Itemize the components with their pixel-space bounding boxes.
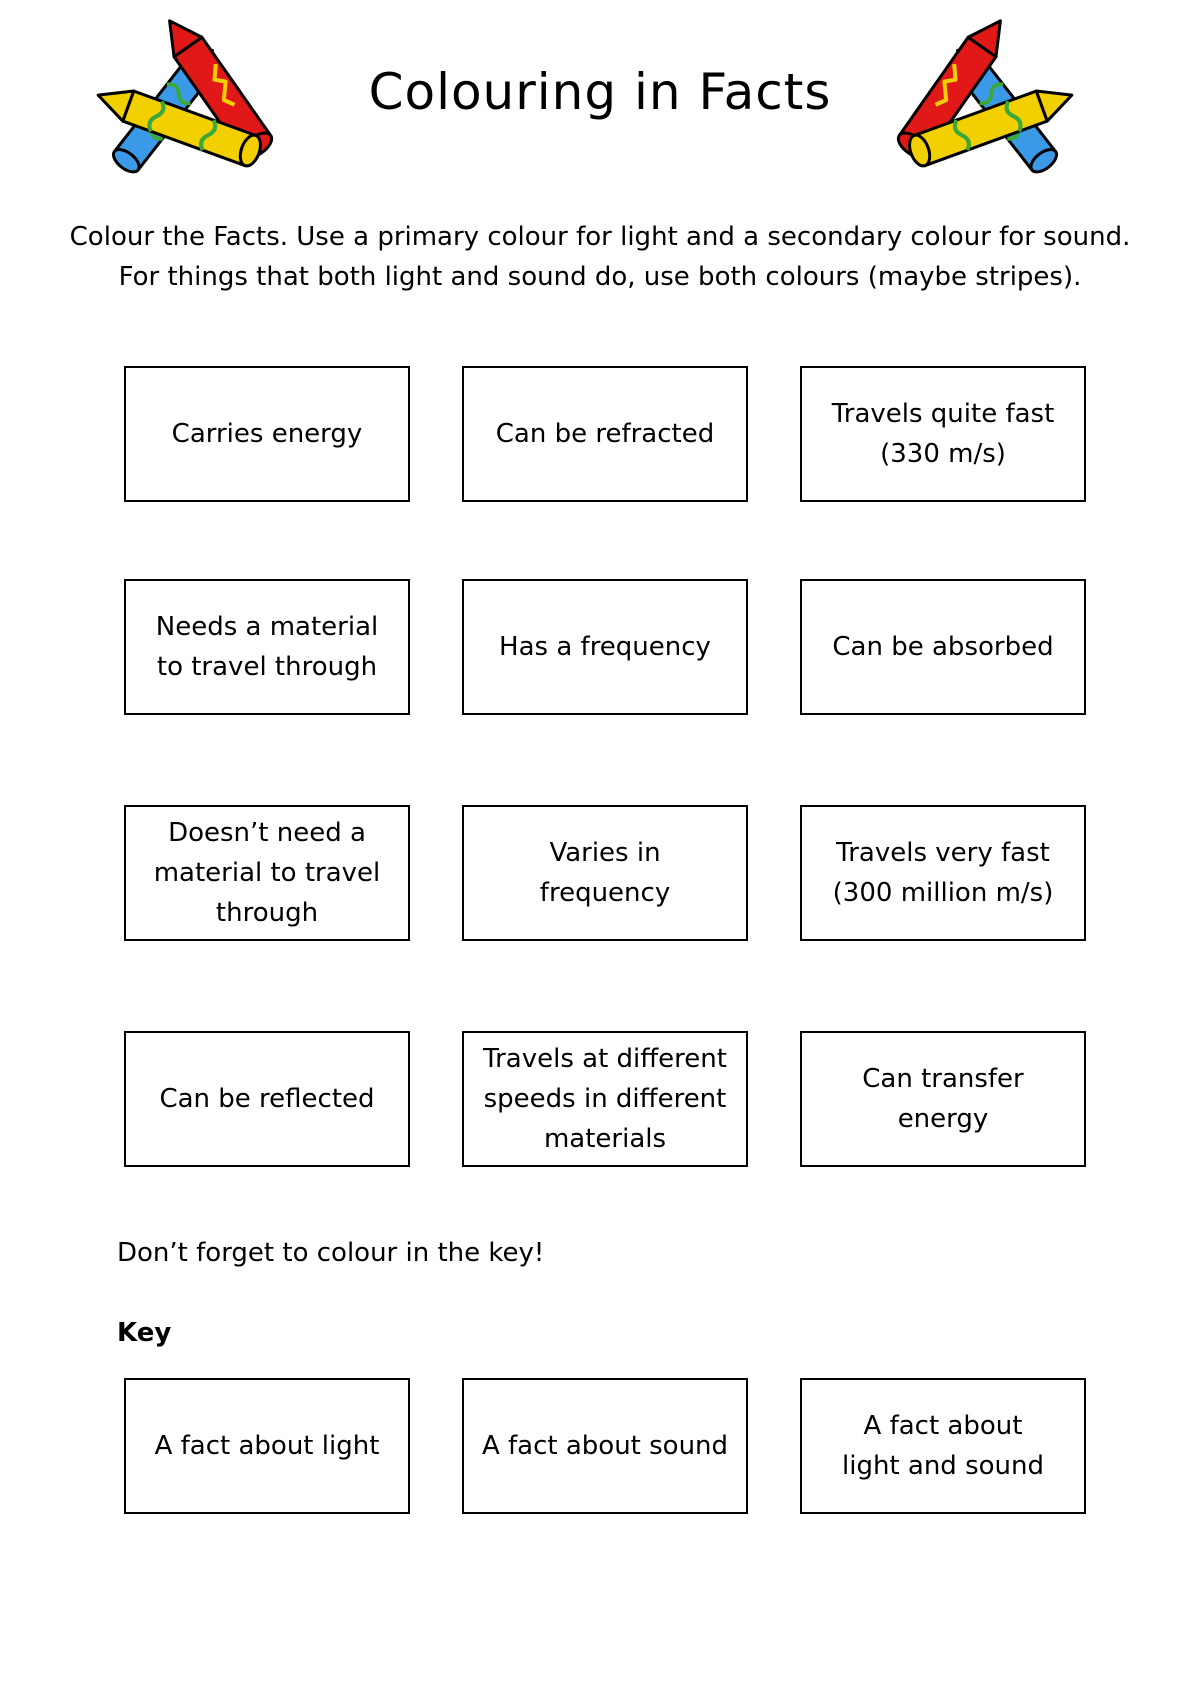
fact-box[interactable]	[800, 805, 1086, 941]
instructions-line-1: Colour the Facts. Use a primary colour for light and a secondary colour for sound.	[69, 222, 1131, 252]
fact-text	[833, 833, 1054, 913]
fact-text	[540, 833, 670, 913]
fact-line: Can be reflected	[159, 1084, 375, 1114]
fact-box[interactable]	[800, 1031, 1086, 1167]
fact-line: Can be refracted	[495, 419, 715, 449]
fact-line: Doesn’t need a	[168, 818, 366, 848]
fact-line: (300 million m/s)	[832, 878, 1054, 908]
fact-text	[832, 627, 1053, 667]
fact-text	[154, 813, 381, 933]
fact-line: Needs a material	[155, 612, 379, 642]
instructions-line-2: For things that both light and sound do, use both colours (maybe stripes).	[118, 262, 1082, 292]
fact-text	[832, 394, 1055, 474]
fact-line: speeds in different	[483, 1084, 727, 1114]
fact-line: materials	[543, 1124, 667, 1154]
fact-text	[156, 607, 378, 687]
fact-text	[172, 414, 363, 454]
fact-line: Can be absorbed	[832, 632, 1054, 662]
fact-line: energy	[897, 1104, 989, 1134]
fact-text	[159, 1079, 374, 1119]
fact-line: Carries energy	[171, 419, 363, 449]
fact-line: through	[215, 898, 319, 928]
fact-text	[862, 1059, 1024, 1139]
fact-line: Travels quite fast	[831, 399, 1055, 429]
key-reminder: Don’t forget to colour in the key!	[117, 1238, 545, 1268]
key-line: A fact about light	[154, 1431, 380, 1461]
fact-box[interactable]	[462, 366, 748, 502]
key-line: A fact about sound	[481, 1431, 729, 1461]
fact-box[interactable]	[462, 805, 748, 941]
key-line: A fact about	[863, 1411, 1023, 1441]
fact-line: material to travel	[153, 858, 381, 888]
fact-box[interactable]	[800, 579, 1086, 715]
fact-line: to travel through	[156, 652, 378, 682]
fact-text	[483, 1039, 727, 1159]
fact-line: Has a frequency	[499, 632, 711, 662]
fact-box[interactable]	[462, 1031, 748, 1167]
fact-line: Can transfer	[862, 1064, 1024, 1094]
fact-box[interactable]	[124, 579, 410, 715]
key-box-light[interactable]	[124, 1378, 410, 1514]
key-box-sound[interactable]	[462, 1378, 748, 1514]
fact-box[interactable]	[800, 366, 1086, 502]
fact-line: frequency	[539, 878, 671, 908]
fact-box[interactable]	[462, 579, 748, 715]
key-heading: Key	[117, 1318, 172, 1348]
fact-line: Varies in	[549, 838, 661, 868]
fact-text	[496, 414, 714, 454]
key-text	[155, 1426, 380, 1466]
fact-line: Travels at different	[483, 1044, 727, 1074]
fact-box[interactable]	[124, 805, 410, 941]
fact-text	[499, 627, 711, 667]
instructions	[0, 217, 1200, 297]
fact-line: (330 m/s)	[880, 439, 1006, 469]
page-title: Colouring in Facts	[368, 63, 832, 121]
fact-box[interactable]	[124, 1031, 410, 1167]
key-line: light and sound	[842, 1451, 1044, 1481]
fact-line: Travels very fast	[836, 838, 1050, 868]
key-text	[482, 1426, 728, 1466]
fact-box[interactable]	[124, 366, 410, 502]
key-box-both[interactable]	[800, 1378, 1086, 1514]
key-text	[842, 1406, 1044, 1486]
